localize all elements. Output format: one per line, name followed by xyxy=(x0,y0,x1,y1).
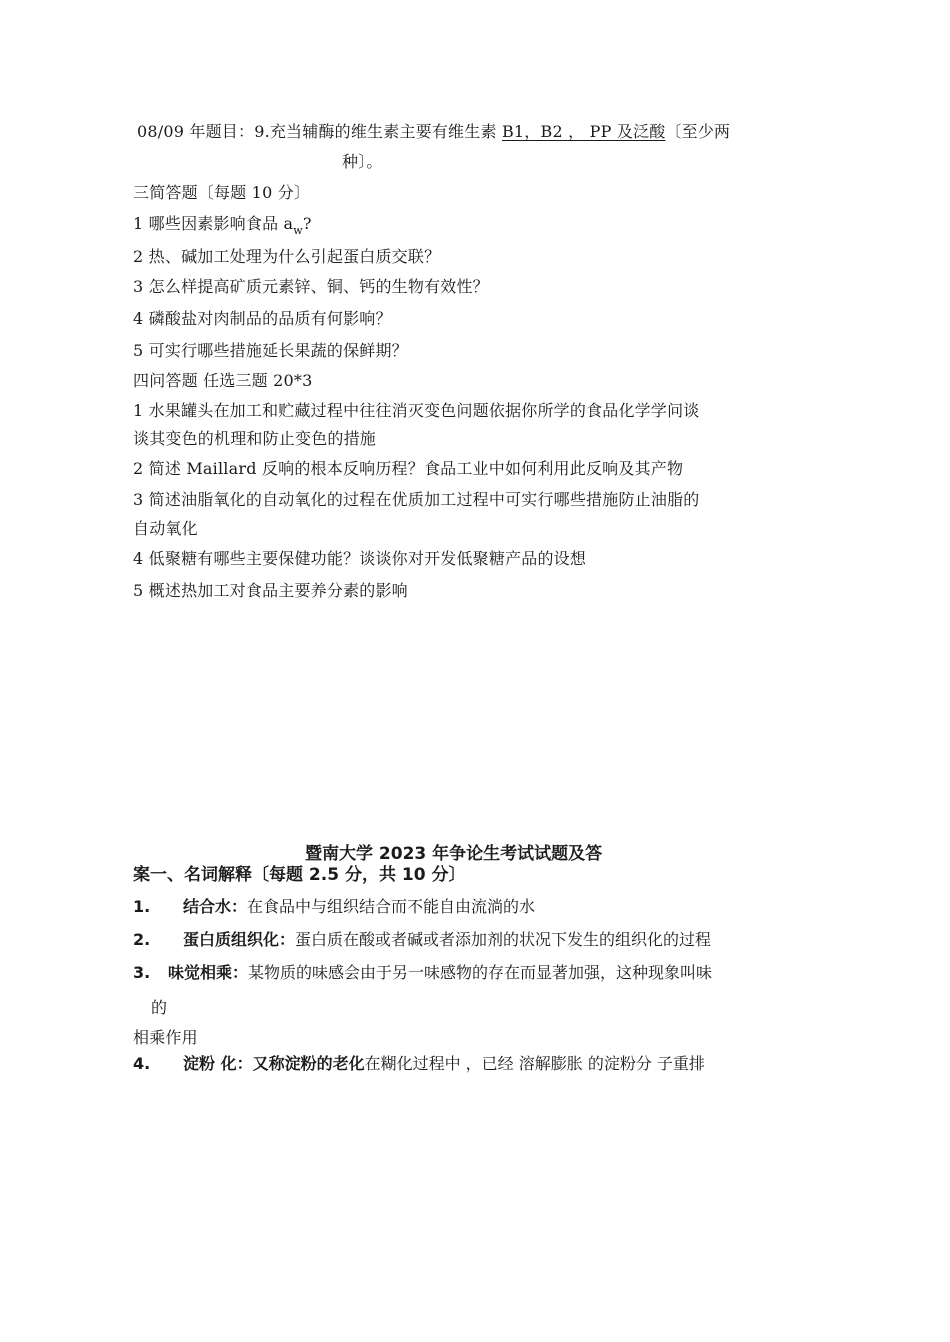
definition-term: 味觉相乘： xyxy=(168,963,249,982)
question-text: 1 哪些因素影响食品 a xyxy=(133,214,294,233)
definition-item xyxy=(183,929,711,951)
question-item-continuation: 自动氧化 xyxy=(133,519,198,538)
question-line xyxy=(137,121,730,143)
question-item: 1 水果罐头在加工和贮藏过程中往往消灭变色问题依据你所学的食品化学学问谈 xyxy=(133,401,700,420)
question-item: 5 可实行哪些措施延长果蔬的保鲜期？ xyxy=(133,341,408,360)
question-continuation: 种〕。 xyxy=(342,152,383,171)
definition-term: 淀粉 化：又称淀粉的老化 xyxy=(183,1054,365,1073)
question-prefix: 08/09 年题目：9.充当辅酶的维生素主要有维生素 xyxy=(137,122,502,141)
question-suffix: 〔至少两 xyxy=(665,122,731,141)
question-item: 3 怎么样提高矿质元素锌、铜、钙的生物有效性？ xyxy=(133,277,489,296)
question-item: 4 磷酸盐对肉制品的品质有何影响？ xyxy=(133,309,392,328)
question-item: 2 热、碱加工处理为什么引起蛋白质交联？ xyxy=(133,247,441,266)
definition-continuation: 的 xyxy=(151,998,168,1017)
definition-item xyxy=(183,1053,705,1075)
section-title: 三简答题〔每题 10 分〕 xyxy=(133,183,311,202)
definition-continuation: 相乘作用 xyxy=(133,1028,198,1047)
question-item: 5 概述热加工对食品主要养分素的影响 xyxy=(133,581,408,600)
question-item: 3 简述油脂氧化的自动氧化的过程在优质加工过程中可实行哪些措施防止油脂的 xyxy=(133,490,700,509)
exam-title: 暨南大学 2023 年争论生考试试题及答 xyxy=(305,844,603,864)
definition-text: 在糊化过程中 ，已经 溶解膨胀 的淀粉分 子重排 xyxy=(364,1054,705,1073)
item-number: 4. xyxy=(133,1054,151,1073)
item-number: 1. xyxy=(133,897,151,916)
definition-text: 在食品中与组织结合而不能自由流淌的水 xyxy=(247,897,536,916)
section-title: 四问答题 任选三题 20*3 xyxy=(133,371,313,390)
definition-item xyxy=(183,896,535,918)
question-item: 4 低聚糖有哪些主要保健功能？谈谈你对开发低聚糖产品的设想 xyxy=(133,549,587,568)
definition-text: 某物质的味感会由于另一味感物的存在而显著加强，这种现象叫味 xyxy=(248,963,713,982)
definition-term: 蛋白质组织化： xyxy=(183,930,296,949)
answer-underlined: B1，B2 ， PP 及泛酸 xyxy=(501,122,666,141)
definition-item xyxy=(168,962,712,984)
question-item: 2 简述 Maillard 反响的根本反响历程？食品工业中如何利用此反响及其产物 xyxy=(133,459,684,478)
item-number: 2. xyxy=(133,930,151,949)
question-mark: ? xyxy=(302,214,312,233)
item-number: 3. xyxy=(133,963,151,982)
definition-text: 蛋白质在酸或者碱或者添加剂的状况下发生的组织化的过程 xyxy=(295,930,712,949)
section-heading: 案一、名词解释〔每题 2.5 分，共 10 分〕 xyxy=(133,865,466,885)
definition-term: 结合水： xyxy=(183,897,248,916)
question-item-continuation: 谈其变色的机理和防止变色的措施 xyxy=(133,429,377,448)
subscript: w xyxy=(293,224,303,237)
question-item xyxy=(133,213,312,242)
